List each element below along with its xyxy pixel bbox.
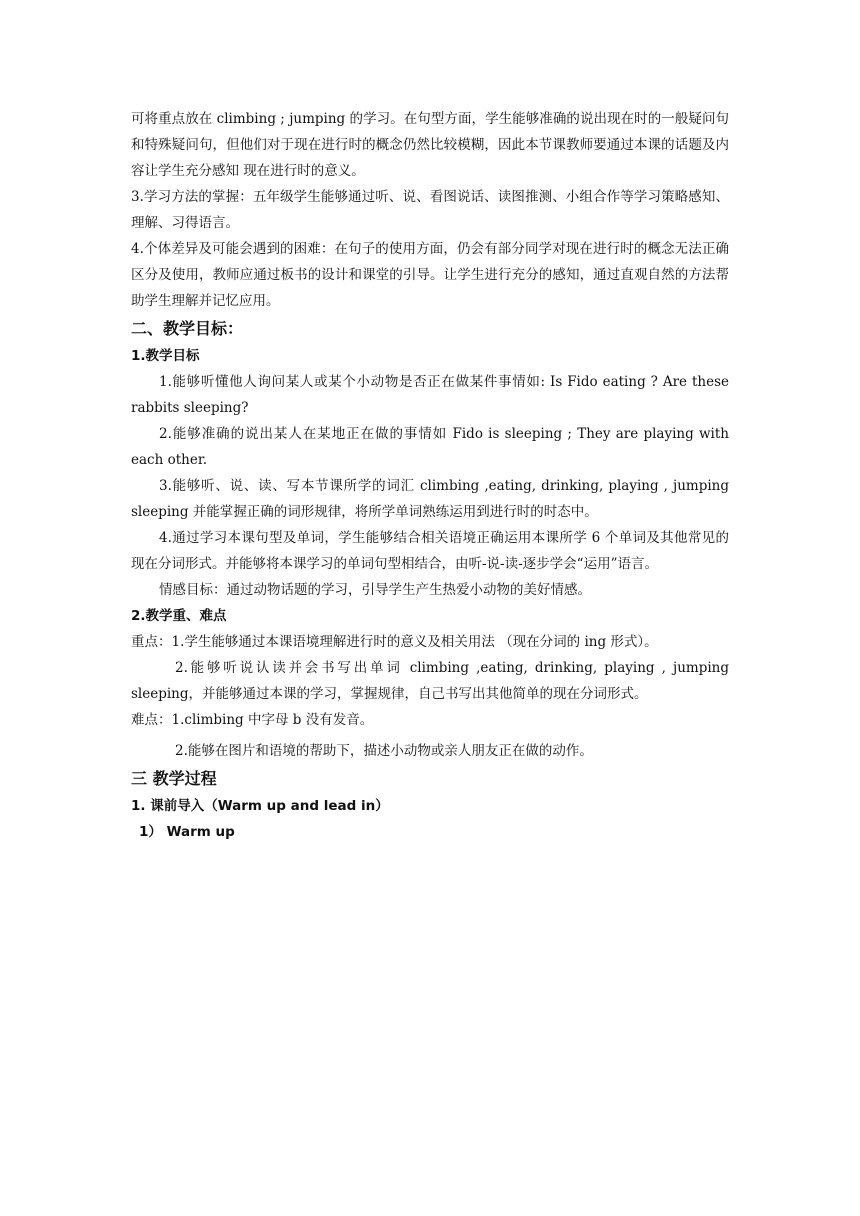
step-heading-warm-up: 1. 课前导入（Warm up and lead in） bbox=[131, 798, 389, 814]
objective-4: 4.通过学习本课句型及单词，学生能够结合相关语境正确运用本课所学 6 个单词及其他常见的现在分词形式。并能够将本课学习的单词句型相结合，由听-说-读-逐步学会“运用”语言。 bbox=[131, 530, 729, 572]
difficulty-2: 2.能够在图片和语境的帮助下，描述小动物或亲人朋友正在做的动作。 bbox=[175, 743, 593, 759]
section-heading-objectives: 二、教学目标： bbox=[131, 319, 244, 338]
paragraph-learning-method: 3.学习方法的掌握：五年级学生能够通过听、说、看图说话、读图推测、小组合作等学习策略感知、理解、习得语言。 bbox=[131, 189, 729, 231]
objective-2: 2.能够准确的说出某人在某地正在做的事情如 Fido is sleeping ; They are playing with each other. bbox=[131, 426, 729, 468]
objective-1: 1.能够听懂他人询问某人或某个小动物是否正在做某件事情如: Is Fido eating ? Are these rabbits sleeping? bbox=[131, 374, 729, 416]
difficulty-1: 难点：1.climbing 中字母 b 没有发音。 bbox=[131, 712, 374, 728]
key-point-2: 2.能够听说认读并会书写出单词 climbing ,eating, drinking, playing , jumping sleeping，并能够通过本课的学习，掌握规律，自己书写出其他简单的现在分词形式。 bbox=[131, 660, 729, 702]
paragraph-individual-difference: 4.个体差异及可能会遇到的困难：在句子的使用方面，仍会有部分同学对现在进行时的概念无法正确区分及使用，教师应通过板书的设计和课堂的引导。让学生进行充分的感知，通过直观自然的方法帮助学生理解并记忆应用。 bbox=[131, 241, 729, 309]
paragraph-analysis-cont: 可将重点放在 climbing ; jumping 的学习。在句型方面，学生能够准确的说出现在时的一般疑问句和特殊疑问句，但他们对于现在进行时的概念仍然比较模糊，因此本节课教师要通过本课的话题及内容让学生充分感知 现在进行时的意义。 bbox=[131, 111, 729, 179]
subheading-key-points: 2.教学重、难点 bbox=[131, 608, 227, 624]
objective-emotional: 情感目标：通过动物话题的学习，引导学生产生热爱小动物的美好情感。 bbox=[159, 582, 591, 598]
document-body bbox=[131, 106, 729, 845]
step-subheading-warm-up: 1） Warm up bbox=[139, 824, 235, 840]
key-point-1: 重点：1.学生能够通过本课语境理解进行时的意义及相关用法 （现在分词的 ing 形式）。 bbox=[131, 634, 658, 650]
subheading-teaching-objectives: 1.教学目标 bbox=[131, 348, 200, 364]
section-heading-process: 三 教学过程 bbox=[131, 769, 217, 788]
objective-3: 3.能够听、说、读、写本节课所学的词汇 climbing ,eating, drinking, playing , jumping sleeping 并能掌握正确的词形规律，将所学单词熟练运用到进行时的时态中。 bbox=[131, 478, 729, 520]
